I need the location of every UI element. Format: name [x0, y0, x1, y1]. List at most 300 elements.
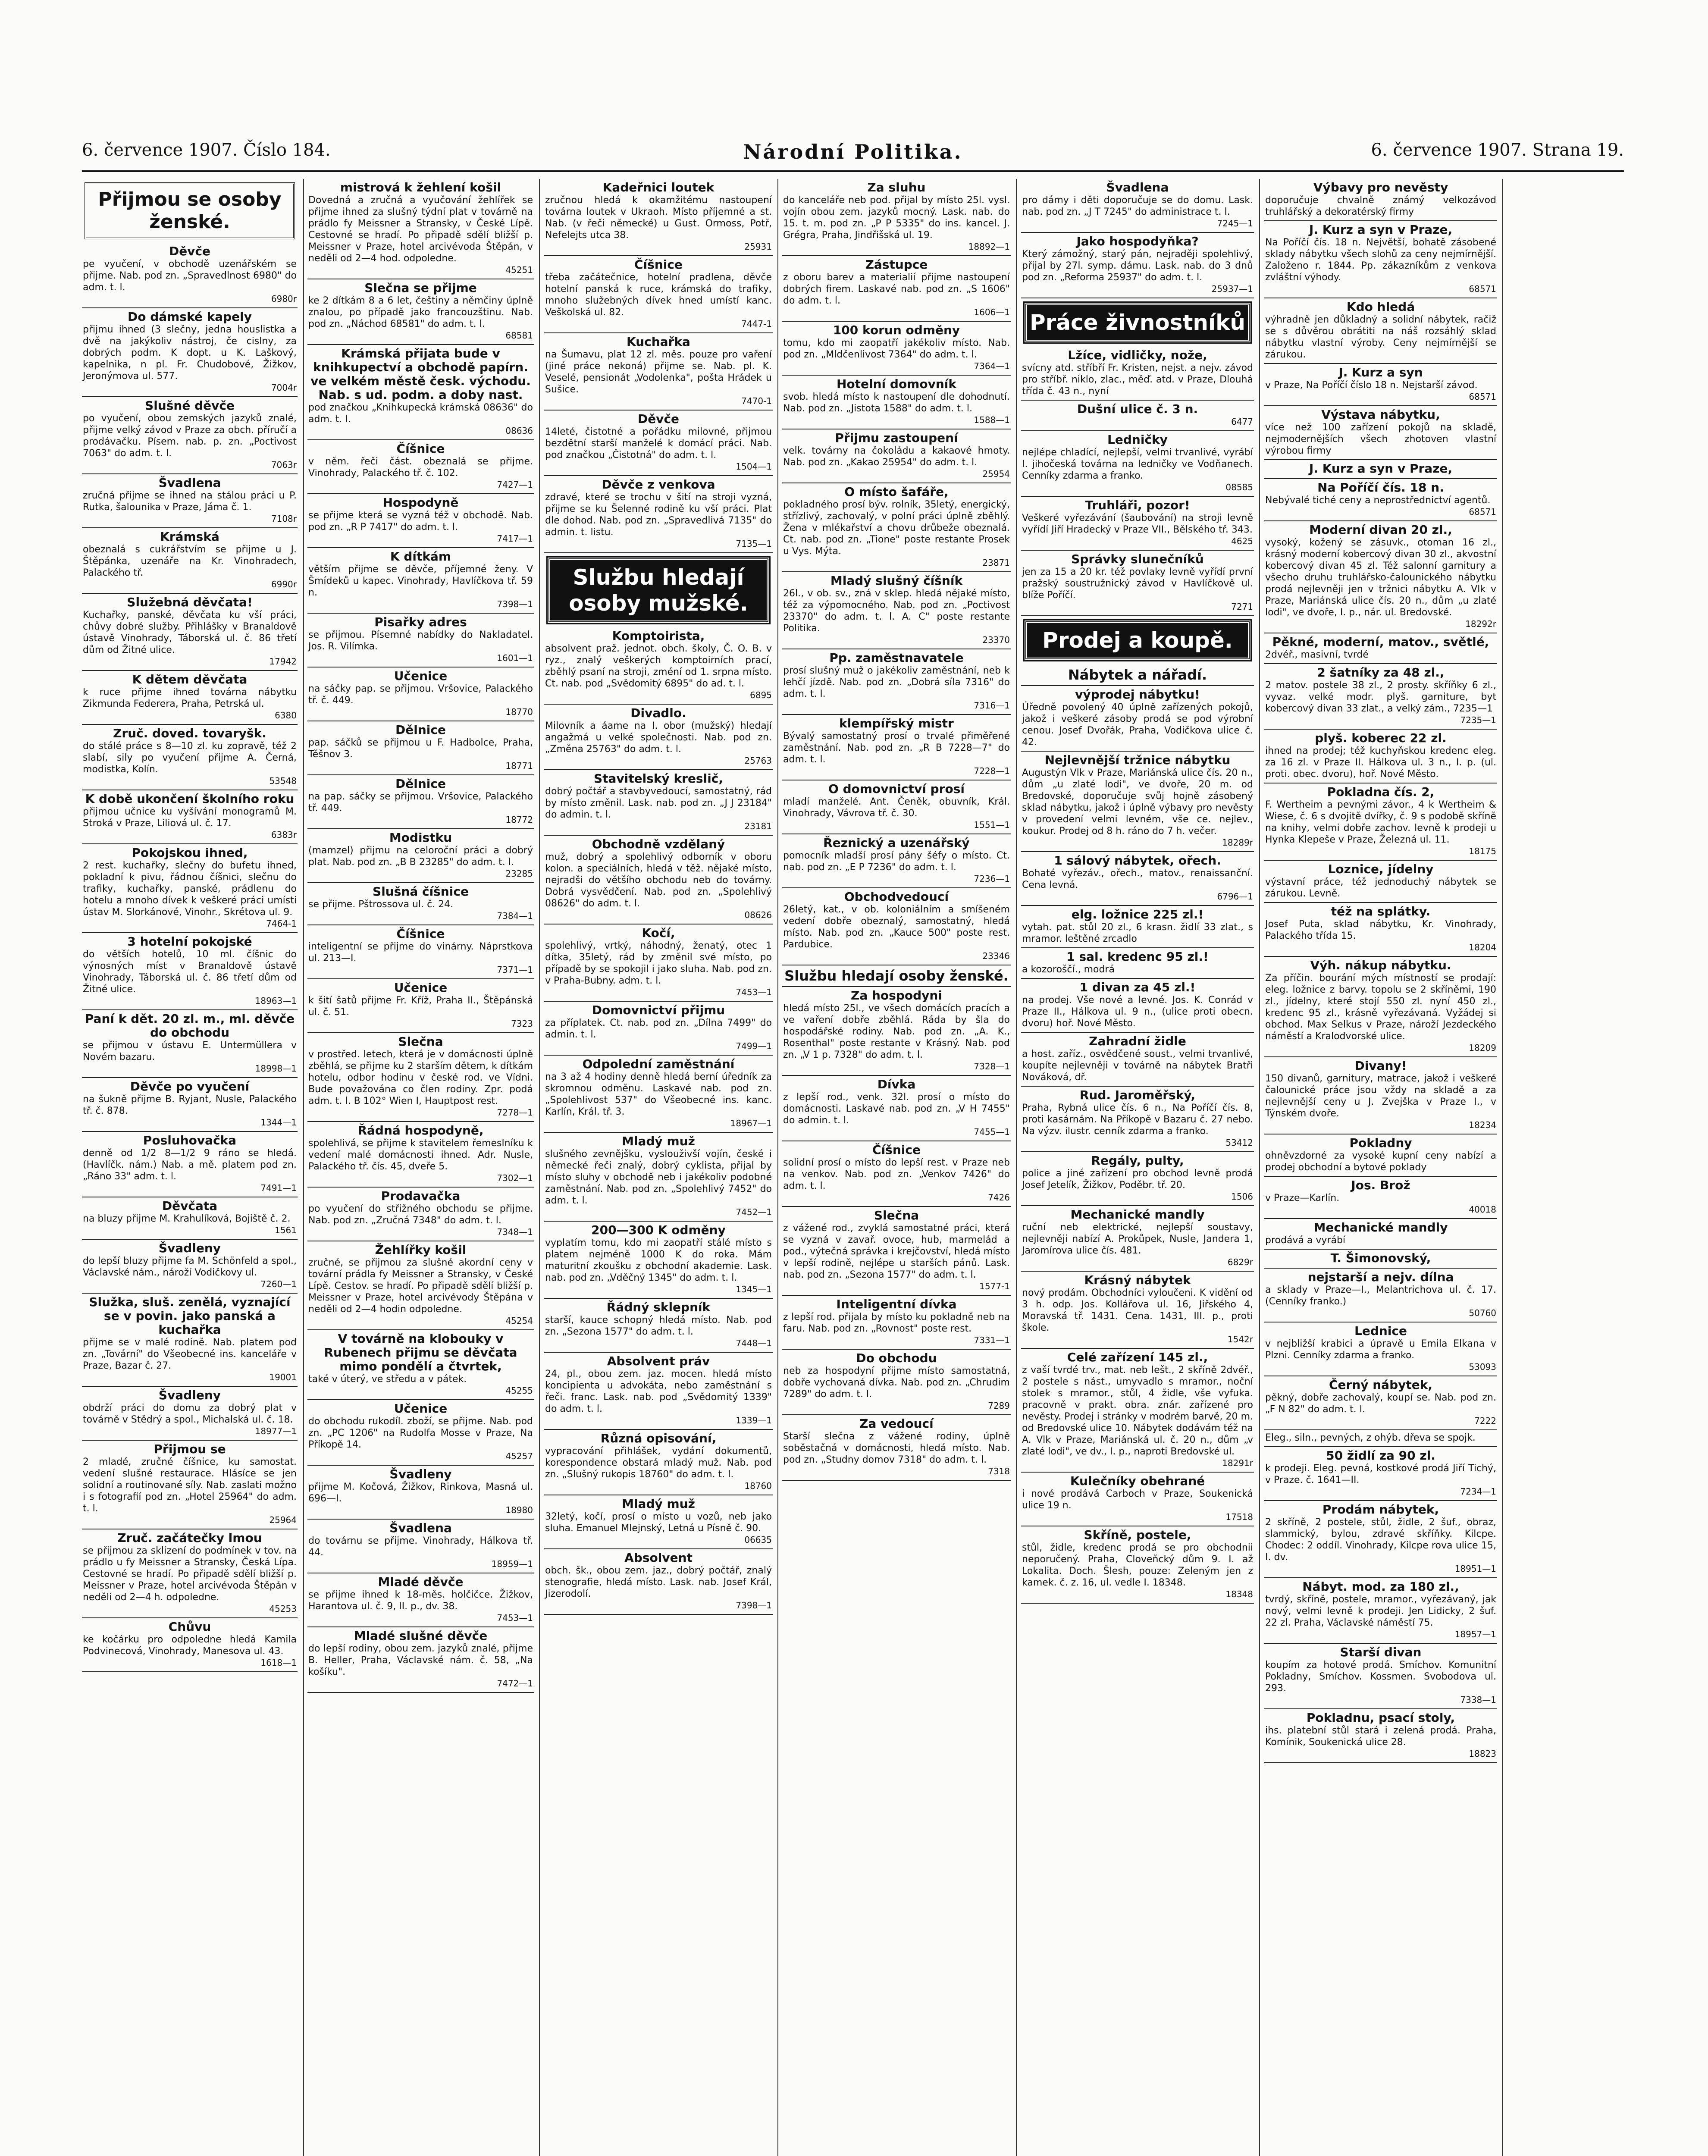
- classified-ad: [307, 179, 534, 279]
- ad-heading: plyš. koberec 22 zl.: [1315, 731, 1447, 745]
- classified-ad: [307, 345, 534, 440]
- column-separator: [1502, 179, 1503, 2156]
- ad-text: Augustýn Vlk v Praze, Mariánská ulice čís. 20 n., dům „u zlaté lodi", ve dvoře, 20 m. od Bredovské, doporučuje svůj hojně zásobený sklad nábytku, jakož i úplně výbavy pro nevěsty v provedení velmi levném, vše ce. nejlev., koukur. Prodej od 8 h. ráno do 7 h. večer.: [1022, 768, 1253, 837]
- classified-ad: [1264, 1177, 1497, 1219]
- ad-text: doporučuje chvalně známý velkozávod truhlářský a dekoratérský firmy: [1265, 195, 1496, 217]
- ad-number: 18963—1: [255, 996, 297, 1006]
- classified-ad: [307, 440, 534, 494]
- ad-heading: Nejlevnější tržnice nábytku: [1044, 753, 1231, 767]
- ad-heading: Slečna: [874, 1208, 919, 1222]
- ad-number: 7260—1: [260, 1279, 297, 1289]
- ad-heading: Obchodvedoucí: [844, 890, 949, 904]
- ad-text: obch. šk., obou zem. jaz., dobrý počtář, znalý stenografie, hledá místo. Lask. nab. Josef Král, Jizerodolí.: [545, 1565, 772, 1599]
- classified-ad: [82, 528, 298, 594]
- ad-number: 23181: [744, 821, 772, 831]
- classified-ad: [1021, 1087, 1254, 1152]
- column-separator: [303, 179, 304, 2156]
- ad-number: 1504—1: [736, 461, 772, 472]
- ad-heading: Krámská přijata bude v knihkupectví a obchodě papírn. ve velkém městě česk. východu. Nab. s ud. podm. a doby nast.: [310, 346, 531, 402]
- classified-ad: [1021, 179, 1254, 233]
- classified-ad: [1021, 852, 1254, 906]
- ad-number: 7004r: [271, 382, 297, 393]
- section-subheading: Službu hledají osoby ženské.: [782, 965, 1011, 987]
- column-separator: [777, 179, 778, 2156]
- ad-heading: Na Poříčí čís. 18 n.: [1317, 480, 1444, 495]
- classified-ad: [307, 279, 534, 345]
- ad-number: 18234: [1469, 1120, 1496, 1130]
- classified-ad: [1264, 783, 1497, 861]
- header-date-issue: 6. července 1907. Číslo 184.: [82, 140, 331, 160]
- ad-number: 7398—1: [497, 599, 533, 609]
- classified-ad: [307, 775, 534, 829]
- ad-number: 7398—1: [736, 1600, 772, 1611]
- ad-text: tvrdý, skříně, postele, mramor., vyřezávaný, jak nový, velmi levně k prodeji. Jen Lidicky, 2 šuf. 22 zl. Praha, Václavské náměstí 75.: [1265, 1594, 1496, 1628]
- ad-text: tomu, kdo mi zaopatří jakékoliv místo. Nab. pod zn. „Mldčenlivost 7364" do adm. t. l.: [783, 338, 1010, 360]
- classified-ad: [82, 1010, 298, 1078]
- ad-number: 25931: [744, 241, 772, 252]
- ad-number: 1601—1: [497, 653, 533, 663]
- ad-heading: Za vedoucí: [859, 1416, 934, 1431]
- section-banner: Službu hledají osoby mužské.: [548, 558, 769, 623]
- ad-number: 7426: [988, 1192, 1010, 1203]
- classified-ad: [544, 1222, 773, 1299]
- ad-text: v prostřed. letech, která je v domácnosti úplně zběhlá, se přijme ku 2 starším dětem, k dítkám hotelu, odbor hodinu v české rod. ve Vídni. Bude považována co člen rodiny. Zpr. podá adm. t. l. B 102° Wien I, Hauptpost rest.: [308, 1049, 533, 1106]
- ad-number: 40018: [1469, 1204, 1496, 1215]
- ad-heading: Za sluhu: [867, 180, 926, 194]
- ad-text: zdravé, které se trochu v šití na stroji vyzná, přijme se ku Šelenné rodině ku vší práci. Plat dle dohod. Nab. pod zn. „Spravedlivá 7135" do admin. t. listu.: [545, 492, 772, 538]
- ad-number: 7453—1: [736, 987, 772, 997]
- ad-text: v nejbližší krabici a úpravě u Emila Elkana v Plzni. Cenníky zdarma a franko.: [1265, 1338, 1496, 1361]
- ad-text: Milovník a áame na I. obor (mužský) hledají angažmá u velké společnosti. Nab. pod zn. „Změna 25763" do adm. t. l.: [545, 721, 772, 755]
- ad-number: 1606—1: [974, 307, 1010, 317]
- ad-heading: Domovnictví přijmu: [592, 1003, 725, 1017]
- ad-text: se přijme ihned k 18-měs. holčičce. Žižkov, Harantova ul. č. 9, II. p., dv. 38.: [308, 1589, 533, 1612]
- classified-ad: [1021, 1206, 1254, 1272]
- classified-ad: [1264, 1269, 1497, 1322]
- classified-ad: [1264, 633, 1497, 664]
- ad-text: solidní prosí o místo do lepší rest. v Praze neb na venkov. Nab. pod zn. „Venkov 7426" do adm. t. l.: [783, 1157, 1010, 1191]
- section-banner: Prodej a koupě.: [1025, 620, 1250, 660]
- ad-heading: Lžíce, vidličky, nože,: [1068, 348, 1207, 362]
- classified-ad: [1264, 957, 1497, 1057]
- ad-text: přijmou učnice ku vyšívání monogramů M. Stroká v Praze, Liliová ul. č. 17.: [83, 806, 297, 829]
- ad-number: 06635: [744, 1535, 772, 1545]
- classified-ad: [307, 721, 534, 775]
- ad-number: 45257: [505, 1451, 533, 1461]
- ad-heading: Služka, sluš. zenělá, vyznající se v povin. jako panská a kuchařka: [89, 1295, 291, 1337]
- ad-number: 45251: [505, 265, 533, 275]
- ad-heading: Stavitelský kreslič,: [593, 771, 724, 786]
- classified-ad: [82, 1294, 298, 1387]
- classified-ad: [82, 1387, 298, 1441]
- classified-ad: [544, 705, 773, 770]
- ad-heading: Moderní divan 20 zl.,: [1309, 523, 1452, 537]
- ad-text: na 3 až 4 hodiny denně hledá berní úředník za skromnou odměnu. Laskavé nab. pod zn. „Spolehlivost 537" do Všeobecné ins. kanc. Karlín, Král. tř. 3.: [545, 1072, 772, 1117]
- ad-heading: Jos. Brož: [1351, 1178, 1410, 1192]
- ad-text: vyplatím tomu, kdo mi zaopatří stálé místo s platem nejméně 1000 K do roka. Mám maturitní zkoušku z obchodní akademie. Lask. nab. pod zn. „Vděčný 1345" do adm. t. l.: [545, 1238, 772, 1283]
- ad-heading: Řádný sklepník: [606, 1300, 711, 1314]
- classified-ad: [782, 1296, 1011, 1350]
- classified-ad: [782, 429, 1011, 483]
- classified-ad: [307, 829, 534, 883]
- ad-number: 7318: [988, 1466, 1010, 1476]
- classified-ad: [307, 1188, 534, 1241]
- classified-ad: [82, 1240, 298, 1294]
- column-5: [1021, 179, 1254, 2156]
- ad-number: 18957—1: [1454, 1629, 1496, 1639]
- ad-text: Eleg., siln., pevných, z ohýb. dřeva se spojk.: [1265, 1432, 1476, 1443]
- classified-ad: [782, 1076, 1011, 1141]
- ad-heading: Absolvent: [624, 1551, 693, 1565]
- ad-heading: Posluhovačka: [143, 1133, 237, 1147]
- ad-number: 25763: [744, 755, 772, 766]
- ad-heading: Přijmou se: [154, 1442, 226, 1456]
- ad-heading: Prodám nábytek,: [1322, 1502, 1439, 1517]
- ad-number: 1506: [1231, 1191, 1253, 1202]
- classified-ad: [1264, 1447, 1497, 1501]
- classified-ad: [82, 790, 298, 844]
- classified-ad: [307, 1241, 534, 1330]
- ad-text: větším přijme se děvče, příjemné ženy. V Šmídeků u kapec. Vinohrady, Havlíčkova tř. 59 n.: [308, 564, 533, 598]
- ad-text: mladí manželé. Ant. Čeněk, obuvník, Král. Vinohrady, Vávrova tř. č. 30.: [783, 796, 1010, 819]
- classified-ad: [1021, 752, 1254, 852]
- ad-text: spolehlivý, vrtký, náhodný, ženatý, otec 1 dítka, 35letý, rád by změnil své místo, po případě by se spokojil i jako sluha. Nab. pod zn. v Praha-Bubny. adm. t. l.: [545, 940, 772, 986]
- ad-number: 45253: [269, 1604, 297, 1614]
- ad-text: 26l., v ob. sv., zná v sklep. hledá nějaké místo, též za výpomocného. Nab. pod zn. „Poctivost 23370" do adm. t. l. A. C" poste restante Politika.: [783, 588, 1010, 634]
- ad-number: 7063r: [271, 460, 297, 470]
- ad-heading: Kadeřnici loutek: [602, 180, 715, 194]
- ad-text: inteligentní se přijme do vinárny. Náprstkova ul. 213—I.: [308, 941, 533, 964]
- classified-ad: [307, 614, 534, 667]
- ad-text: z oboru barev a materialií přijme nastoupení dobrých firem. Laskavé nab. pod zn. „S 1606" do adm. t. l.: [783, 272, 1010, 306]
- ad-text: se přijme která se vyzná též v obchodě. Nab. pod zn. „R P 7417" do adm. t. l.: [308, 510, 533, 533]
- ad-text: se přijmou za sklizení do podmínek v tov. na prádlo u fy Meissner a Stransky, Česká Lípa. Cestovné se hradí. Po připadě sdělí bližší p. Meissner v Praze, hotel arcivévoda Štěpán v neděli od 2—4 h. odpoledne.: [83, 1545, 297, 1603]
- ad-text: prosí slušný muž o jakékoliv zaměstnání, neb k lehčí jízdě. Nab. pod zn. „Dobrá síla 7316" do adm. t. l.: [783, 665, 1010, 699]
- ad-text: 150 divanů, garnitury, matrace, jakož i veškeré čalounické práce jsou vždy na skladě a za nejlevnější ceny u J. Zvejška v Praze I., v Týnském dvoře.: [1265, 1073, 1496, 1119]
- ad-text: svob. hledá místo k nastoupení dle dohodnutí. Nab. pod zn. „Jistota 1588" do adm. t. l.: [783, 392, 1010, 414]
- ad-text: do lepší bluzy přijme fa M. Schönfeld a spol., Václavské nám., nároží Vodičkovy ul.: [83, 1256, 297, 1278]
- ad-text: ruční neb elektrické, nejlepší soustavy, nejlevněji nabízí A. Prokůpek, Nusle, Jandera 1, Jaromírova ulice čís. 481.: [1022, 1222, 1253, 1256]
- ad-text: spolehlivá, se přijme k stavitelem řemeslníku k vedení malé domácnosti ihned. Adr. Nusle, Palackého tř. čís. 45, dveře 5.: [308, 1138, 533, 1172]
- classified-ad: [782, 987, 1011, 1076]
- ad-heading: 3 hotelní pokojské: [127, 934, 252, 949]
- ad-text: do stálé práce s 8—10 zl. ku zopravě, též 2 slabí, sily po vyučení přijme A. Černá, modistka, Kolín.: [83, 741, 297, 775]
- ad-text: v Praze—Karlín.: [1265, 1193, 1340, 1203]
- ad-text: z vaší tvrdé trv., mat. neb lešt., 2 skříně 2dvéř., 2 postele s nást., umyvadlo s mramor., noční stolek s mramor., stůl, 4 židle, vše vyfuka. pracovně v prakt. obra. znár. zařízené pro nevěsty. Prodej i stránky v modrém barvě, 20 m. od Bredovské ulice 10. Nábytek dodávám též na A. Vlk v Praze, Mariánská ul. č. 20 n., dům „v zlaté lodi", ve dv., I. p., naproti Bredovské ul.: [1022, 1365, 1253, 1457]
- column-separator: [1259, 179, 1260, 2156]
- ad-number: 25964: [269, 1515, 297, 1525]
- ad-text: po vyučení, obou zemských jazyků znalé, přijme velký závod v Praze za obch. příručí a prodávačku. Písem. nab. p. zn. „Poctivost 7063" do adm. t. l.: [83, 413, 297, 459]
- ad-number: 18892—1: [968, 241, 1010, 252]
- ad-number: 7499—1: [736, 1041, 772, 1051]
- ad-text: (mamzel) přijmu na celoroční práci a dobrý plat. Nab. pod zn. „B B 23285" do adm. t. l.: [308, 845, 533, 868]
- ad-heading: Loznice, jídelny: [1328, 862, 1434, 876]
- ad-number: 6829r: [1227, 1257, 1253, 1267]
- classified-ad: [1264, 664, 1497, 730]
- ad-number: 50760: [1469, 1308, 1496, 1318]
- classified-ad: [82, 243, 298, 308]
- ad-heading: elg. ložnice 225 zl.!: [1071, 907, 1204, 921]
- ad-text: do kanceláře neb pod. přijal by místo 25l. vysl. vojín obou zem. jazyků mocný. Lask. nab. do 15. t. m. pod zn. „P P 5335" do ins. kancel. J. Grégra, Praha, Jindřišská ul. 19.: [783, 195, 1010, 241]
- ad-number: 7328—1: [974, 1061, 1010, 1072]
- ad-number: 18770: [505, 707, 533, 717]
- ad-number: 08585: [1225, 482, 1253, 492]
- section-banner: Práce živnostníků: [1025, 303, 1250, 342]
- classified-ad: [1264, 730, 1497, 783]
- ad-heading: 100 korun odměny: [833, 323, 960, 337]
- classified-ad: [1021, 948, 1254, 979]
- column-1: [82, 179, 298, 2156]
- ad-number: 23871: [982, 558, 1010, 568]
- ad-heading: Mladý muž: [622, 1497, 695, 1511]
- header-rule: [82, 170, 1624, 172]
- ad-text: pod značkou „Knihkupecká krámská 08636" do adm. t. l.: [308, 402, 533, 425]
- ad-text: neb za hospodyní přijme místo samostatná, dobře vychovaná dívka. Nab. pod zn. „Chrudim 7289" do adm. t. l.: [783, 1366, 1010, 1400]
- ad-number: 23285: [505, 868, 533, 879]
- ad-text: pokladného prosí býv. rolník, 35letý, energický, střízlivý, zachovalý, v polní práci úplně zběhlý. Žena v mlékařství a chovu drůbeže obeznalá. Ct. nab. pod zn. „Tione" poste restante Prosek u Vys. Mýta.: [783, 499, 1010, 557]
- ad-number: 7472—1: [497, 1678, 533, 1689]
- classified-ad: [1021, 401, 1254, 431]
- ad-text: zručnou hledá k okamžitému nastoupení továrna loutek v Ukraoh. Místo příjemné a st. Nab. (v řeči německé) u Gust. Ormoss, Potř, Nefelejts utca 38.: [545, 195, 772, 241]
- ad-number: 7316—1: [974, 700, 1010, 711]
- ad-number: 7108r: [271, 514, 297, 524]
- ad-heading: Žehlířky košil: [375, 1243, 467, 1257]
- ad-number: 7323: [511, 1018, 533, 1029]
- ad-text: Nebývalé tiché ceny a neprostřednictví agentů.: [1265, 495, 1491, 506]
- ad-number: 7371—1: [497, 965, 533, 975]
- classified-ad: [82, 1441, 298, 1529]
- ad-heading: Dívka: [877, 1077, 916, 1091]
- ad-text: 32letý, kočí, prosí o místo u vozů, neb jako sluha. Emanuel Mlejnský, Letná u Písně č. 90.: [545, 1511, 772, 1534]
- ad-heading: Slušné děvče: [145, 398, 235, 413]
- classified-ad: [82, 1132, 298, 1197]
- ad-text: hledá místo 25l., ve všech domácích pracích a ve vaření dobře zběhlá. Ráda by šla do hospodářské rodiny. Nab. pod zn. „A. K., Rosenthal" poste restante v Krásný. Nab. pod zn. „V 1 p. 7328" do adm. t. l.: [783, 1003, 1010, 1060]
- ad-heading: Pěkné, moderní, matov., světlé,: [1272, 635, 1489, 649]
- ad-text: i nové prodává Carboch v Praze, Soukenická ulice 19 n.: [1022, 1489, 1253, 1511]
- classified-ad: [1264, 1430, 1497, 1447]
- ad-heading: též na splátky.: [1331, 904, 1431, 918]
- ad-heading: Absolvent práv: [607, 1354, 710, 1368]
- ad-heading: Děvče po vyučení: [130, 1079, 250, 1094]
- ad-number: 7448—1: [736, 1338, 772, 1348]
- ad-heading: Švadlena: [158, 476, 221, 490]
- classified-ad: [1021, 347, 1254, 401]
- ad-number: 18977—1: [255, 1426, 297, 1436]
- classified-ad: [82, 1078, 298, 1132]
- ad-heading: 50 židlí za 90 zl.: [1326, 1448, 1435, 1463]
- ad-heading: Jako hospodyňka?: [1076, 234, 1199, 248]
- ad-number: 68571: [1469, 392, 1496, 402]
- ad-heading: Ledničky: [1107, 432, 1168, 447]
- ad-number: 1551—1: [974, 820, 1010, 830]
- ad-heading: klempířský mistr: [839, 716, 954, 730]
- ad-number: 7245—1: [1217, 218, 1253, 229]
- ad-number: 18175: [1469, 846, 1496, 856]
- classified-ad: [82, 397, 298, 474]
- ad-heading: Kulečníky obehrané: [1070, 1474, 1205, 1488]
- ad-heading: Dělnice: [395, 723, 446, 737]
- ad-text: výstavní práce, též jednoduchý nábytek se zárukou. Levně.: [1265, 877, 1496, 899]
- ad-text: v něm. řeči část. obeznalá se přijme. Vinohrady, Palackého tř. č. 102.: [308, 456, 533, 479]
- ad-text: do továrnu se přijme. Vinohrady, Hálkova tř. 44.: [308, 1536, 533, 1558]
- ad-number: 18823: [1469, 1749, 1496, 1759]
- ad-heading: 1 sálový nábytek, ořech.: [1054, 853, 1221, 868]
- classified-ad: [544, 1133, 773, 1222]
- classified-ad: [782, 1415, 1011, 1481]
- ad-heading: Kdo hledá: [1346, 300, 1415, 314]
- ad-heading: K době ukončení školního roku: [85, 792, 295, 806]
- ad-number: 1588—1: [974, 415, 1010, 425]
- column-2: [307, 179, 534, 2156]
- ad-heading: Výh. nákup nábytku.: [1310, 958, 1451, 972]
- classified-ad: [1264, 364, 1497, 406]
- ad-text: nejlépe chladící, nejlepší, velmi trvanlivé, vyrábí I. jihočeská továrna na ledničky ve Vodňanech. Cenníky zdarma a franko.: [1022, 447, 1253, 481]
- classified-ad: [82, 1618, 298, 1672]
- ad-number: 18760: [744, 1481, 772, 1491]
- ad-number: 18980: [505, 1505, 533, 1515]
- ad-heading: Řeznický a uzenářský: [823, 836, 970, 850]
- ad-text: Veškeré vyřezávání (šaubování) na stroji levně vyřídí Jiří Hradecký v Praze VII., Bělského tř. 343.: [1022, 513, 1253, 535]
- classified-ad: [1264, 1644, 1497, 1709]
- classified-ad: [82, 1197, 298, 1240]
- classified-ad: [1264, 1134, 1497, 1177]
- classified-ad: [782, 256, 1011, 322]
- classified-ad: [82, 933, 298, 1010]
- classified-ad: [544, 1002, 773, 1056]
- ad-text: pap. sáčků se přijmou u F. Hadbolce, Praha, Těšnov 3.: [308, 737, 533, 760]
- ad-number: 7228—1: [974, 766, 1010, 776]
- ad-number: 45254: [505, 1316, 533, 1326]
- ad-text: velk. továrny na čokoládu a kakaové hmoty. Nab. pod zn. „Kakao 25954" do adm. t. l.: [783, 445, 1010, 468]
- ad-heading: Mladé děvče: [378, 1575, 464, 1589]
- classified-ad: [1264, 1709, 1497, 1763]
- ad-heading: Komptoirista,: [612, 629, 705, 643]
- ad-number: 7364—1: [974, 361, 1010, 371]
- ad-heading: mistrová k žehlení košil: [340, 180, 501, 194]
- ad-text: zručná přijme se ihned na stálou práci u P. Rutka, šalounika v Praze, Jáma č. 1.: [83, 490, 297, 513]
- classified-ad: [782, 322, 1011, 376]
- ad-number: 4625: [1231, 536, 1253, 546]
- ad-number: 1561: [275, 1225, 297, 1235]
- classified-ad: [82, 594, 298, 671]
- ad-number: 6990r: [271, 579, 297, 589]
- ad-heading: Divany!: [1354, 1059, 1407, 1073]
- ad-heading: Mechanické mandly: [1313, 1220, 1448, 1235]
- ad-number: 1344—1: [260, 1117, 297, 1128]
- ad-text: absolvent praž. jednot. obch. školy, Č. O. B. v ryz., znalý veškerých komptoirních prací, zběhlý psaní na stroji, zméní od 1. srpna místo. Ct. nab. pod „Svědomitý 6895" do ad. t. l.: [545, 643, 772, 689]
- classified-ad: [782, 483, 1011, 572]
- classified-ad: [1021, 1473, 1254, 1526]
- ad-text: denně od 1/2 8—1/2 9 ráno se hledá. (Havlíčk. nám.) Nab. a mě. platem pod zn. „Ráno 33" adm. t. l.: [83, 1148, 297, 1182]
- ad-number: 7135—1: [736, 539, 772, 549]
- classified-ad: [1264, 298, 1497, 364]
- ad-text: výhradně jen důkladný a solidní nábytek, račiž se s důvěrou obrátiti na náš rozsáhlý sklad nábytku vlastní výroby. Ceny nejmírnější se zárukou.: [1265, 314, 1496, 360]
- ad-text: jen za 15 a 20 kr. též povlaky levně vyřídí první pražský soustružnický závod v Havlíčkově ul. blíže Poříčí.: [1022, 567, 1253, 601]
- ad-heading: Do dámské kapely: [127, 310, 252, 324]
- ad-text: se přijmou. Písemné nabídky do Nakladatel. Jos. R. Vilímka.: [308, 630, 533, 652]
- ad-heading: Obchodně vzdělaný: [592, 837, 725, 851]
- ad-heading: Mladý slušný číšník: [830, 573, 963, 588]
- ad-heading: V továrně na klobouky v Rubenech přijmu se děvčata mimo pondělí a čtvrtek,: [324, 1332, 517, 1373]
- ad-number: 19001: [269, 1372, 297, 1382]
- ad-number: 68581: [505, 330, 533, 341]
- ad-heading: T. Šimonovský,: [1330, 1251, 1431, 1265]
- ad-number: 1542r: [1227, 1334, 1253, 1344]
- classified-ad: [544, 836, 773, 924]
- classified-ad: [782, 1141, 1011, 1207]
- classified-ad: [1264, 179, 1497, 221]
- ad-text: Který zámožný, starý pán, nejraději spolehlivý, přijal by 27l. symp. dámu. Lask. nab. do 3 dnů pod zn. „Reforma 25937" do adm. t. l.: [1022, 249, 1253, 283]
- ad-heading: Zahradní židle: [1089, 1034, 1186, 1048]
- ad-text: třeba začátečnice, hotelní pradlena, děvče hotelní panská k ruce, krámská do trafiky, mnoho služebných dívek hned umístí kanc. Veškolská ul. 82.: [545, 272, 772, 318]
- ad-number: 7271: [1231, 602, 1253, 612]
- classified-ad: [1264, 479, 1497, 521]
- ad-number: 68571: [1469, 507, 1496, 517]
- ad-heading: Pp. zaměstnavatele: [829, 651, 964, 665]
- ad-number: 7455—1: [974, 1127, 1010, 1137]
- classified-ad: [544, 924, 773, 1002]
- ad-number: 7289: [988, 1401, 1010, 1411]
- ad-text: pěkný, dobře zachovalý, koupí se. Nab. pod zn. „F N 82" do adm. t. l.: [1265, 1392, 1496, 1415]
- ad-number: 25954: [982, 469, 1010, 479]
- ad-text: obdrží práci do domu za dobrý plat v továrně v Stědrý a spol., Michalská ul. č. 18.: [83, 1403, 297, 1425]
- column-separator: [1016, 179, 1017, 2156]
- column-4: [782, 179, 1011, 2156]
- ad-heading: Děvče: [169, 244, 211, 258]
- ad-number: 18289r: [1222, 837, 1253, 848]
- ad-text: do obchodu rukodíl. zboží, se přijme. Nab. pod zn. „PC 1206" na Rudolfa Mosse v Praze, Na Příkopě 14.: [308, 1416, 533, 1450]
- ad-heading: Starší divan: [1340, 1645, 1422, 1659]
- ad-number: 6796—1: [1217, 891, 1253, 902]
- ad-heading: K dítkám: [390, 549, 451, 564]
- ad-heading: Skříně, postele,: [1084, 1528, 1191, 1542]
- ad-text: ohněvzdorné za vysoké kupní ceny nabízí a prodej obchodní a bytové poklady: [1265, 1150, 1496, 1173]
- ad-number: 7427—1: [497, 479, 533, 490]
- ad-heading: Učenice: [394, 981, 448, 995]
- ad-heading: Švadlena: [1106, 180, 1169, 194]
- ad-heading: Slečna: [398, 1034, 443, 1049]
- classified-ad: [544, 627, 773, 705]
- ad-number: 18209: [1469, 1043, 1496, 1053]
- ad-text: na bluzy přijme M. Krahulíková, Bojiště č. 2.: [83, 1213, 291, 1224]
- ad-number: 1339—1: [736, 1415, 772, 1426]
- ad-heading: Pisařky adres: [374, 615, 467, 629]
- ad-heading: O domovnictví prosí: [828, 782, 965, 796]
- ad-number: 7417—1: [497, 533, 533, 544]
- classified-ad: [1264, 1250, 1497, 1269]
- ad-heading: K dětem děvčata: [132, 672, 248, 686]
- classified-ad: [544, 1353, 773, 1430]
- ad-text: přijme M. Kočová, Žižkov, Rinkova, Masná ul. 696—I.: [308, 1482, 533, 1504]
- ad-text: do lepší rodiny, obou zem. jazyků znalé, přijme B. Heller, Praha, Václavské nám. č. 58, „Na košíku".: [308, 1643, 533, 1677]
- ad-text: v Praze, Na Poříčí číslo 18 n. Nejstarší závod.: [1265, 380, 1478, 391]
- ad-text: k ruce přijme ihned továrna nábytku Zikmunda Federera, Praha, Petrská ul.: [83, 687, 297, 709]
- ad-text: na šukně přijme B. Ryjant, Nusle, Palackého tř. č. 878.: [83, 1094, 297, 1116]
- ad-heading: Kuchařka: [627, 335, 690, 349]
- ad-number: 7278—1: [497, 1107, 533, 1118]
- ad-text: ke 2 dítkám 8 a 6 let, češtiny a němčiny úplně znalou, po případě jako francouzštinu. Nab. pod zn. „Náchod 68581" do adm. t. l.: [308, 295, 533, 329]
- ad-heading: Slušná číšnice: [373, 884, 469, 899]
- ad-number: 1577-1: [979, 1281, 1010, 1291]
- ad-text: 26letý, kat., v ob. koloniálním a smíšeném vedení dobře obeznalý, samostatný, hledá místo. Nab. pod zn. „Kauce 500" poste rest. Pardubice.: [783, 904, 1010, 950]
- ad-number: 7302—1: [497, 1173, 533, 1183]
- classified-ad: [307, 548, 534, 614]
- ad-text: k prodeji. Eleg. pevná, kostkové prodá Jiří Tichý, v Praze. č. 1641—II.: [1265, 1463, 1496, 1485]
- classified-ad: [782, 715, 1011, 780]
- ad-number: 18967—1: [730, 1118, 772, 1128]
- ad-heading: Hotelní domovník: [836, 377, 957, 391]
- ad-heading: Řádná hospodyně,: [357, 1123, 484, 1138]
